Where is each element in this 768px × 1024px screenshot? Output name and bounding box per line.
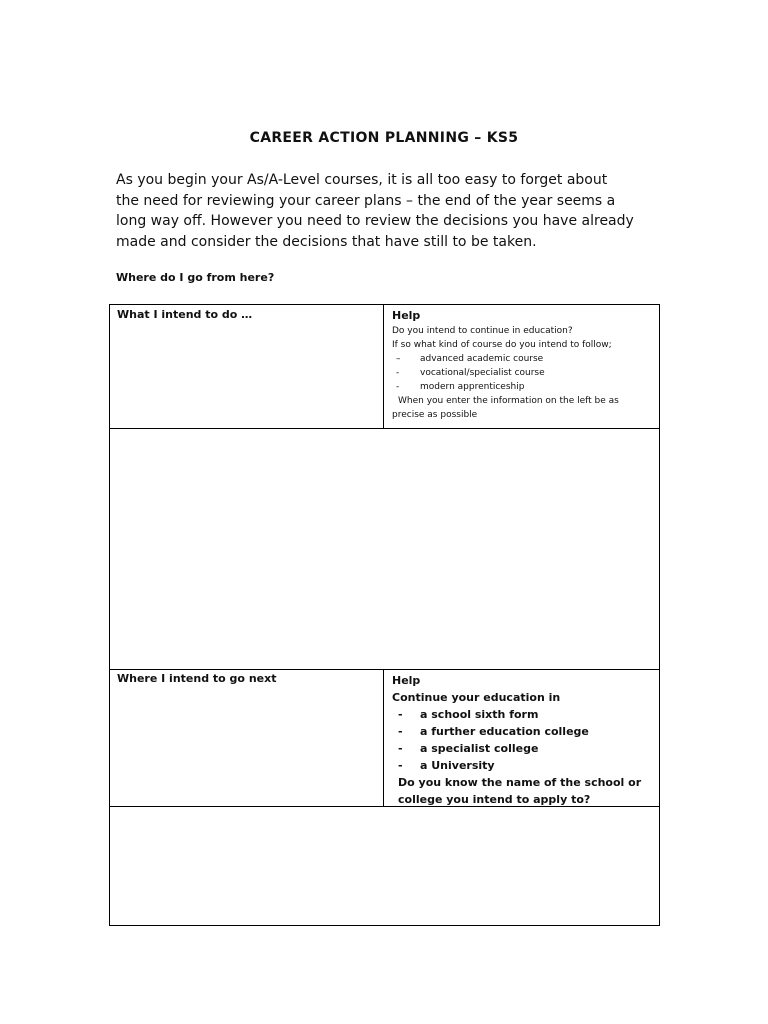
section-question: Where do I go from here? (116, 271, 275, 284)
go-next-label: Where I intend to go next (117, 672, 277, 685)
planning-table (109, 304, 660, 926)
intro-line: made and consider the decisions that have still to be taken. (116, 233, 537, 250)
help-text: If so what kind of course do you intend to follow; (392, 340, 612, 350)
help-text: Continue your education in (392, 691, 561, 704)
bullet-dash: - (398, 759, 403, 772)
help-heading: Help (392, 309, 421, 322)
intend-to-do-answer-area[interactable] (110, 429, 659, 669)
bullet-dash: - (398, 725, 403, 738)
intro-line: long way off. However you need to review the decisions you have already (116, 213, 634, 229)
help-bullet (392, 723, 657, 740)
help-heading: Help (392, 674, 421, 687)
page-title: CAREER ACTION PLANNING – KS5 (249, 130, 519, 146)
help-note: precise as possible (392, 410, 478, 420)
bullet-text: vocational/specialist course (420, 368, 545, 378)
bullet-text: a further education college (420, 725, 589, 738)
help-bullet (392, 757, 657, 774)
bullet-text: a specialist college (420, 742, 539, 755)
go-next-answer-area[interactable] (110, 807, 659, 925)
help-text: Do you intend to continue in education? (392, 326, 573, 336)
bullet-dash: - (398, 742, 403, 755)
intro-line: the need for reviewing your career plans – the end of the year seems a (116, 192, 616, 209)
bullet-dash: – (396, 354, 401, 364)
bullet-text: modern apprenticeship (420, 382, 525, 392)
help-bullet (392, 380, 657, 394)
help-bullet (392, 740, 657, 757)
bullet-text: a school sixth form (420, 708, 539, 721)
help-panel-course (392, 308, 657, 422)
intro-line: As you begin your As/A-Level courses, it is all too easy to forget about (116, 172, 608, 188)
column-divider (383, 669, 384, 806)
intro-paragraph (116, 170, 656, 252)
help-bullet (392, 352, 657, 366)
help-note: When you enter the information on the left be as (398, 396, 619, 406)
column-divider (383, 305, 384, 428)
bullet-dash: - (398, 708, 403, 721)
intend-to-do-label: What I intend to do … (117, 308, 253, 321)
row-divider (110, 669, 659, 670)
bullet-text: advanced academic course (420, 354, 544, 364)
help-bullet (392, 366, 657, 380)
bullet-dash: - (396, 368, 400, 378)
help-question: college you intend to apply to? (398, 793, 591, 806)
help-panel-destination (392, 672, 657, 808)
help-question: Do you know the name of the school or (398, 776, 642, 789)
bullet-dash: - (396, 382, 400, 392)
help-bullet (392, 706, 657, 723)
bullet-text: a University (420, 759, 495, 772)
